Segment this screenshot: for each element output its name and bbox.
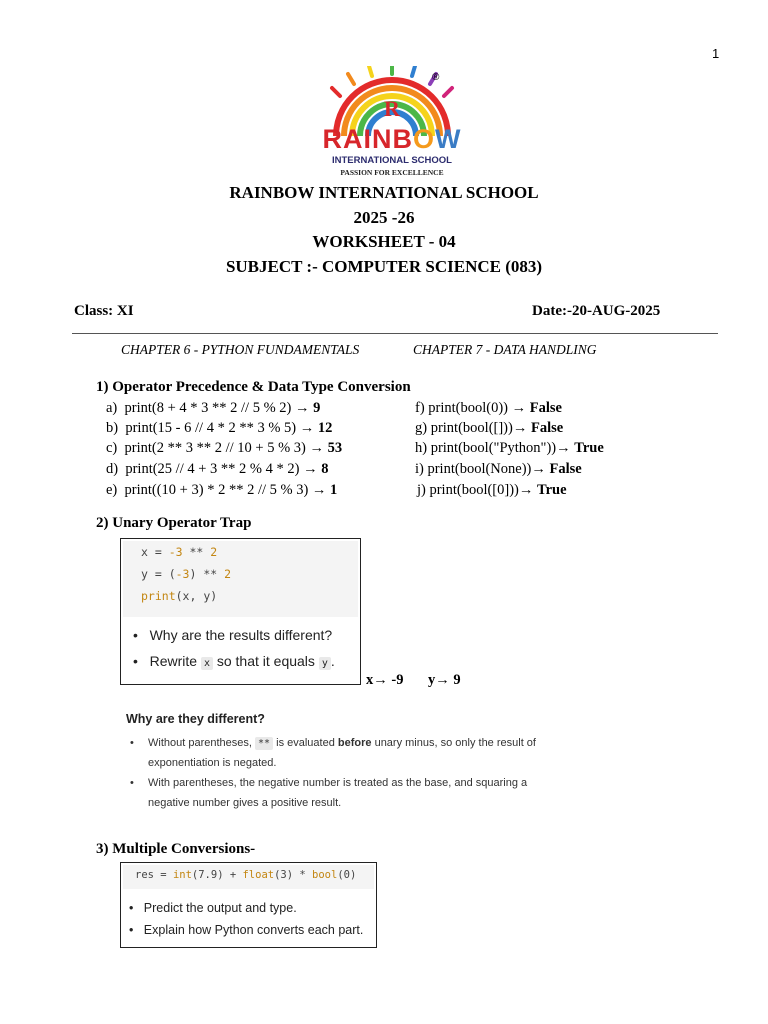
item-answer: 12 (317, 420, 333, 436)
bullet-text: Rewrite (149, 653, 201, 669)
code-token: -3 (168, 545, 183, 559)
why-heading: Why are they different? (126, 712, 265, 726)
code-token: res = (135, 869, 173, 881)
item-expr: print(15 - 6 // 4 * 2 ** 3 % 5) → (125, 420, 315, 436)
worksheet-title: WORKSHEET - 04 (312, 232, 456, 251)
item-expr: g) print(bool([]))→ (415, 420, 531, 436)
q3-bullet-1: • Predict the output and type. (129, 901, 297, 915)
code-line-3 (141, 589, 217, 603)
q1-item-g (415, 420, 563, 437)
item-label: e) (106, 482, 118, 498)
code-token: bool (312, 869, 338, 881)
why-text: is evaluated (273, 737, 338, 749)
q1-item-c (106, 440, 342, 457)
code-line-1 (141, 545, 217, 559)
question-1-heading: 1) Operator Precedence & Data Type Conversion (96, 379, 411, 395)
code-token: 2 (224, 567, 232, 581)
bullet-dot: • (130, 777, 134, 789)
why-text: Without parentheses, (148, 737, 256, 749)
why-text: exponentiation is negated. (148, 756, 277, 769)
item-expr: j) print(bool([0]))→ (417, 482, 537, 498)
q1-item-f (415, 400, 562, 417)
item-label: b) (106, 420, 119, 436)
chapter-right: CHAPTER 7 - DATA HANDLING (413, 342, 597, 357)
logo-wordmark (318, 124, 466, 155)
q1-item-d (106, 461, 328, 478)
item-answer: False (529, 400, 562, 416)
item-answer: False (530, 420, 564, 436)
code-token: (7.9) + (191, 869, 243, 881)
why-text: before (337, 737, 372, 749)
why-text: With parentheses, the negative number is treated as the base, and squaring a (148, 777, 528, 789)
item-expr: i) print(bool(None))→ (415, 461, 550, 477)
q1-item-h (415, 440, 604, 457)
logo-subtitle: INTERNATIONAL SCHOOL (332, 155, 452, 166)
answer-y: y→ 9 (428, 672, 461, 688)
q1-item-i (415, 461, 582, 478)
code-chip: x (201, 657, 213, 670)
registered-mark: ® (432, 72, 440, 83)
q3-bullet-2: • Explain how Python converts each part. (129, 923, 364, 937)
item-expr: h) print(bool("Python"))→ (415, 440, 575, 456)
code-chip: y (319, 657, 331, 670)
item-expr: f) print(bool(0)) → (415, 400, 530, 416)
q1-item-e (106, 482, 337, 499)
item-answer: True (537, 482, 567, 498)
code-token: ) ** (189, 567, 225, 581)
q1-item-a (106, 400, 320, 417)
bullet-text: Why are the results different? (149, 627, 333, 643)
bullet-text: Predict the output and type. (143, 901, 297, 915)
code-token: print (141, 589, 176, 603)
item-expr: print(2 ** 3 ** 2 // 10 + 5 % 3) → (124, 440, 328, 456)
code-token: y = ( (141, 567, 176, 581)
item-label: a) (106, 400, 118, 416)
code-token: 2 (210, 545, 218, 559)
logo-word-part: O (413, 124, 436, 154)
q2-bullet-1: • Why are the results different? (133, 627, 333, 643)
code-line (135, 869, 356, 881)
class-label: Class: (74, 303, 117, 319)
why-text: negative number gives a positive result. (148, 796, 342, 809)
page-number: 1 (712, 46, 720, 61)
code-token: int (172, 869, 192, 881)
code-chip: ** (255, 737, 273, 750)
q2-box (120, 538, 361, 685)
code-token: ** (182, 545, 211, 559)
code-token: -3 (175, 567, 190, 581)
item-expr: print(25 // 4 + 3 ** 2 % 4 * 2) → (125, 461, 318, 477)
bullet-dot: • (130, 737, 134, 749)
divider (72, 333, 718, 334)
q3-box (120, 862, 377, 948)
subject-title: SUBJECT :- COMPUTER SCIENCE (083) (225, 257, 543, 276)
school-logo (318, 66, 466, 178)
logo-word-part: W (435, 124, 462, 154)
code-token: (3) * (274, 869, 313, 881)
date: Date:-20-AUG-2025 (532, 303, 661, 319)
class-value: XI (116, 303, 134, 319)
q1-item-b (106, 420, 332, 437)
code-token: x = (141, 545, 169, 559)
class-info (74, 303, 134, 320)
school-name: RAINBOW INTERNATIONAL SCHOOL (229, 183, 539, 202)
item-answer: 1 (330, 482, 338, 498)
why-text: unary minus, so only the result of (371, 737, 536, 749)
item-answer: 8 (321, 461, 329, 477)
logo-letter: R (384, 96, 400, 121)
logo-word-part: B (392, 124, 413, 154)
question-3-heading: 3) Multiple Conversions- (96, 841, 256, 857)
bullet-text: . (330, 653, 335, 669)
why-bullet-2 (130, 774, 550, 813)
q2-bullet-2: • Rewrite x so that it equals y . (133, 653, 335, 669)
item-answer: False (549, 461, 582, 477)
code-token: float (242, 869, 275, 881)
bullet-text: Explain how Python converts each part. (143, 923, 364, 937)
item-expr: print(8 + 4 * 3 ** 2 // 5 % 2) → (124, 400, 310, 416)
code-line-2 (141, 567, 231, 581)
logo-tagline: PASSION FOR EXCELLENCE (340, 168, 444, 177)
code-token: (0) (337, 869, 357, 881)
question-2-heading: 2) Unary Operator Trap (96, 515, 252, 531)
item-label: c) (106, 440, 118, 456)
logo-word-part: RAIN (322, 124, 393, 154)
q1-item-j (417, 482, 567, 499)
bullet-text: so that it equals (212, 653, 319, 669)
item-answer: True (574, 440, 604, 456)
chapter-left: CHAPTER 6 - PYTHON FUNDAMENTALS (121, 342, 360, 357)
item-answer: 53 (327, 440, 343, 456)
item-expr: print((10 + 3) * 2 ** 2 // 5 % 3) → (124, 482, 327, 498)
academic-year: 2025 -26 (353, 208, 415, 227)
why-bullet-1 (130, 734, 550, 773)
item-label: d) (106, 461, 119, 477)
answer-x: x→ -9 (366, 672, 404, 688)
item-answer: 9 (313, 400, 321, 416)
code-token: (x, y) (175, 589, 218, 603)
